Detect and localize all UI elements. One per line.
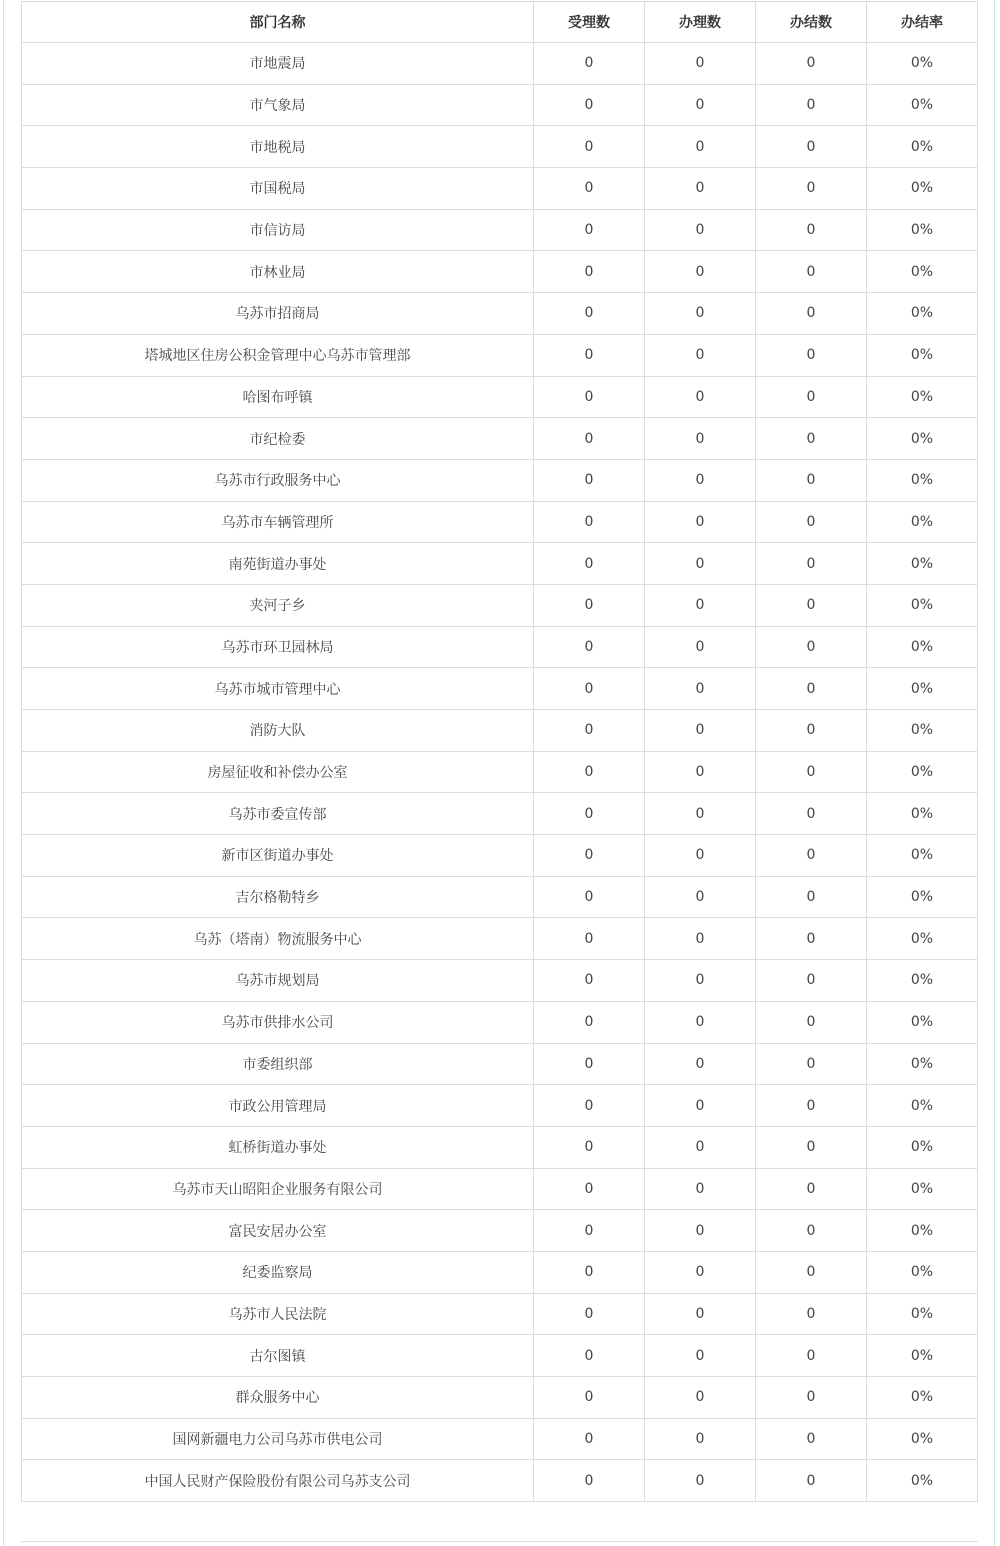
completed-count-cell: 0 — [756, 251, 867, 293]
completion-rate-cell: 0% — [867, 1085, 978, 1127]
completion-rate-cell: 0% — [867, 626, 978, 668]
table-row — [22, 1168, 978, 1210]
table-row — [22, 1043, 978, 1085]
completion-rate-cell: 0% — [867, 835, 978, 877]
processing-count-cell: 0 — [645, 1377, 756, 1419]
department-name-cell: 富民安居办公室 — [22, 1210, 534, 1252]
department-name-cell: 哈图布呼镇 — [22, 376, 534, 418]
department-name-cell: 塔城地区住房公积金管理中心乌苏市管理部 — [22, 334, 534, 376]
table-header-row — [22, 2, 978, 43]
department-stats-table — [21, 1, 978, 1502]
completed-count-cell: 0 — [756, 84, 867, 126]
completion-rate-cell: 0% — [867, 1460, 978, 1502]
table-row — [22, 668, 978, 710]
completion-rate-cell: 0% — [867, 43, 978, 85]
completed-count-cell: 0 — [756, 334, 867, 376]
accepted-count-cell: 0 — [534, 1377, 645, 1419]
completed-count-cell: 0 — [756, 876, 867, 918]
completed-count-cell: 0 — [756, 293, 867, 335]
completion-rate-cell: 0% — [867, 543, 978, 585]
department-name-cell: 消防大队 — [22, 710, 534, 752]
table-row — [22, 1210, 978, 1252]
accepted-count-cell: 0 — [534, 626, 645, 668]
department-name-cell: 市地税局 — [22, 126, 534, 168]
accepted-count-cell: 0 — [534, 209, 645, 251]
table-row — [22, 459, 978, 501]
department-name-cell: 吉尔格勒特乡 — [22, 876, 534, 918]
table-row — [22, 168, 978, 210]
department-name-cell: 市气象局 — [22, 84, 534, 126]
accepted-count-cell: 0 — [534, 1460, 645, 1502]
table-row — [22, 209, 978, 251]
completion-rate-cell: 0% — [867, 1377, 978, 1419]
completion-rate-cell: 0% — [867, 710, 978, 752]
completed-count-cell: 0 — [756, 1043, 867, 1085]
table-row — [22, 1418, 978, 1460]
completed-count-cell: 0 — [756, 543, 867, 585]
completion-rate-cell: 0% — [867, 584, 978, 626]
accepted-count-cell: 0 — [534, 543, 645, 585]
completion-rate-cell: 0% — [867, 918, 978, 960]
processing-count-cell: 0 — [645, 43, 756, 85]
table-row — [22, 334, 978, 376]
table-row — [22, 543, 978, 585]
processing-count-cell: 0 — [645, 1001, 756, 1043]
department-name-cell: 乌苏市行政服务中心 — [22, 459, 534, 501]
processing-count-cell: 0 — [645, 1168, 756, 1210]
completed-count-cell: 0 — [756, 1418, 867, 1460]
processing-count-cell: 0 — [645, 209, 756, 251]
completed-count-cell: 0 — [756, 960, 867, 1002]
department-name-cell: 古尔图镇 — [22, 1335, 534, 1377]
footer-divider — [21, 1541, 978, 1542]
completion-rate-cell: 0% — [867, 334, 978, 376]
accepted-count-cell: 0 — [534, 1418, 645, 1460]
department-name-cell: 虹桥街道办事处 — [22, 1126, 534, 1168]
processing-count-cell: 0 — [645, 251, 756, 293]
accepted-count-cell: 0 — [534, 459, 645, 501]
processing-count-cell: 0 — [645, 293, 756, 335]
accepted-count-cell: 0 — [534, 418, 645, 460]
table-row — [22, 1126, 978, 1168]
accepted-count-cell: 0 — [534, 126, 645, 168]
table-row — [22, 710, 978, 752]
completed-count-cell: 0 — [756, 1126, 867, 1168]
table-row — [22, 918, 978, 960]
table-row — [22, 1460, 978, 1502]
completed-count-cell: 0 — [756, 1251, 867, 1293]
table-row — [22, 501, 978, 543]
completion-rate-cell: 0% — [867, 168, 978, 210]
completed-count-cell: 0 — [756, 1210, 867, 1252]
completed-count-cell: 0 — [756, 209, 867, 251]
processing-count-cell: 0 — [645, 960, 756, 1002]
processing-count-cell: 0 — [645, 876, 756, 918]
table-row — [22, 1377, 978, 1419]
processing-count-cell: 0 — [645, 584, 756, 626]
department-name-cell: 市委组织部 — [22, 1043, 534, 1085]
processing-count-cell: 0 — [645, 918, 756, 960]
department-name-cell: 乌苏（塔南）物流服务中心 — [22, 918, 534, 960]
department-name-cell: 国网新疆电力公司乌苏市供电公司 — [22, 1418, 534, 1460]
table-row — [22, 751, 978, 793]
completion-rate-cell: 0% — [867, 126, 978, 168]
processing-count-cell: 0 — [645, 1126, 756, 1168]
completed-count-cell: 0 — [756, 126, 867, 168]
header-accepted-count: 受理数 — [534, 2, 645, 43]
department-name-cell: 群众服务中心 — [22, 1377, 534, 1419]
completed-count-cell: 0 — [756, 43, 867, 85]
department-name-cell: 新市区街道办事处 — [22, 835, 534, 877]
completion-rate-cell: 0% — [867, 876, 978, 918]
processing-count-cell: 0 — [645, 459, 756, 501]
completed-count-cell: 0 — [756, 1377, 867, 1419]
processing-count-cell: 0 — [645, 543, 756, 585]
processing-count-cell: 0 — [645, 835, 756, 877]
accepted-count-cell: 0 — [534, 1335, 645, 1377]
accepted-count-cell: 0 — [534, 668, 645, 710]
completion-rate-cell: 0% — [867, 1335, 978, 1377]
processing-count-cell: 0 — [645, 418, 756, 460]
completed-count-cell: 0 — [756, 710, 867, 752]
table-row — [22, 1001, 978, 1043]
accepted-count-cell: 0 — [534, 251, 645, 293]
processing-count-cell: 0 — [645, 1210, 756, 1252]
table-row — [22, 835, 978, 877]
completed-count-cell: 0 — [756, 1335, 867, 1377]
processing-count-cell: 0 — [645, 793, 756, 835]
table-row — [22, 584, 978, 626]
header-processing-count: 办理数 — [645, 2, 756, 43]
processing-count-cell: 0 — [645, 501, 756, 543]
completed-count-cell: 0 — [756, 1001, 867, 1043]
header-department-name: 部门名称 — [22, 2, 534, 43]
completed-count-cell: 0 — [756, 168, 867, 210]
department-name-cell: 市林业局 — [22, 251, 534, 293]
processing-count-cell: 0 — [645, 1251, 756, 1293]
processing-count-cell: 0 — [645, 1418, 756, 1460]
department-name-cell: 市纪检委 — [22, 418, 534, 460]
accepted-count-cell: 0 — [534, 376, 645, 418]
accepted-count-cell: 0 — [534, 876, 645, 918]
completion-rate-cell: 0% — [867, 251, 978, 293]
completion-rate-cell: 0% — [867, 668, 978, 710]
accepted-count-cell: 0 — [534, 1168, 645, 1210]
table-row — [22, 793, 978, 835]
completion-rate-cell: 0% — [867, 209, 978, 251]
department-name-cell: 南苑街道办事处 — [22, 543, 534, 585]
accepted-count-cell: 0 — [534, 168, 645, 210]
completed-count-cell: 0 — [756, 835, 867, 877]
processing-count-cell: 0 — [645, 1335, 756, 1377]
table-row — [22, 418, 978, 460]
completed-count-cell: 0 — [756, 501, 867, 543]
processing-count-cell: 0 — [645, 626, 756, 668]
processing-count-cell: 0 — [645, 376, 756, 418]
table-row — [22, 293, 978, 335]
processing-count-cell: 0 — [645, 126, 756, 168]
accepted-count-cell: 0 — [534, 43, 645, 85]
accepted-count-cell: 0 — [534, 918, 645, 960]
accepted-count-cell: 0 — [534, 960, 645, 1002]
table-row — [22, 43, 978, 85]
department-name-cell: 乌苏市委宣传部 — [22, 793, 534, 835]
processing-count-cell: 0 — [645, 1043, 756, 1085]
processing-count-cell: 0 — [645, 1085, 756, 1127]
accepted-count-cell: 0 — [534, 1210, 645, 1252]
department-name-cell: 乌苏市供排水公司 — [22, 1001, 534, 1043]
completed-count-cell: 0 — [756, 626, 867, 668]
department-name-cell: 乌苏市城市管理中心 — [22, 668, 534, 710]
accepted-count-cell: 0 — [534, 293, 645, 335]
accepted-count-cell: 0 — [534, 501, 645, 543]
department-name-cell: 市国税局 — [22, 168, 534, 210]
completion-rate-cell: 0% — [867, 1043, 978, 1085]
accepted-count-cell: 0 — [534, 793, 645, 835]
department-name-cell: 夹河子乡 — [22, 584, 534, 626]
completion-rate-cell: 0% — [867, 1001, 978, 1043]
department-name-cell: 市地震局 — [22, 43, 534, 85]
table-body — [22, 43, 978, 1502]
header-completion-rate: 办结率 — [867, 2, 978, 43]
processing-count-cell: 0 — [645, 751, 756, 793]
table-row — [22, 1085, 978, 1127]
completion-rate-cell: 0% — [867, 501, 978, 543]
completion-rate-cell: 0% — [867, 84, 978, 126]
accepted-count-cell: 0 — [534, 1126, 645, 1168]
table-row — [22, 876, 978, 918]
completion-rate-cell: 0% — [867, 1293, 978, 1335]
department-name-cell: 纪委监察局 — [22, 1251, 534, 1293]
table-row — [22, 626, 978, 668]
processing-count-cell: 0 — [645, 1460, 756, 1502]
header-completed-count: 办结数 — [756, 2, 867, 43]
completion-rate-cell: 0% — [867, 293, 978, 335]
processing-count-cell: 0 — [645, 84, 756, 126]
completion-rate-cell: 0% — [867, 418, 978, 460]
completion-rate-cell: 0% — [867, 751, 978, 793]
department-name-cell: 乌苏市天山昭阳企业服务有限公司 — [22, 1168, 534, 1210]
department-name-cell: 乌苏市规划局 — [22, 960, 534, 1002]
completed-count-cell: 0 — [756, 793, 867, 835]
completion-rate-cell: 0% — [867, 459, 978, 501]
accepted-count-cell: 0 — [534, 1085, 645, 1127]
completed-count-cell: 0 — [756, 918, 867, 960]
accepted-count-cell: 0 — [534, 1293, 645, 1335]
processing-count-cell: 0 — [645, 710, 756, 752]
completion-rate-cell: 0% — [867, 376, 978, 418]
department-name-cell: 乌苏市环卫园林局 — [22, 626, 534, 668]
completed-count-cell: 0 — [756, 668, 867, 710]
completion-rate-cell: 0% — [867, 1126, 978, 1168]
completion-rate-cell: 0% — [867, 1168, 978, 1210]
completed-count-cell: 0 — [756, 1085, 867, 1127]
table-row — [22, 251, 978, 293]
processing-count-cell: 0 — [645, 668, 756, 710]
department-name-cell: 市政公用管理局 — [22, 1085, 534, 1127]
department-name-cell: 中国人民财产保险股份有限公司乌苏支公司 — [22, 1460, 534, 1502]
department-name-cell: 乌苏市车辆管理所 — [22, 501, 534, 543]
accepted-count-cell: 0 — [534, 751, 645, 793]
completed-count-cell: 0 — [756, 459, 867, 501]
department-name-cell: 房屋征收和补偿办公室 — [22, 751, 534, 793]
completion-rate-cell: 0% — [867, 960, 978, 1002]
table-row — [22, 1293, 978, 1335]
completion-rate-cell: 0% — [867, 1210, 978, 1252]
table-row — [22, 960, 978, 1002]
department-name-cell: 乌苏市人民法院 — [22, 1293, 534, 1335]
completed-count-cell: 0 — [756, 418, 867, 460]
table-row — [22, 84, 978, 126]
completed-count-cell: 0 — [756, 376, 867, 418]
completion-rate-cell: 0% — [867, 1251, 978, 1293]
department-name-cell: 市信访局 — [22, 209, 534, 251]
processing-count-cell: 0 — [645, 334, 756, 376]
table-row — [22, 1335, 978, 1377]
table-row — [22, 376, 978, 418]
completed-count-cell: 0 — [756, 584, 867, 626]
accepted-count-cell: 0 — [534, 1001, 645, 1043]
department-name-cell: 乌苏市招商局 — [22, 293, 534, 335]
processing-count-cell: 0 — [645, 1293, 756, 1335]
accepted-count-cell: 0 — [534, 584, 645, 626]
completed-count-cell: 0 — [756, 1293, 867, 1335]
accepted-count-cell: 0 — [534, 710, 645, 752]
table-row — [22, 126, 978, 168]
completed-count-cell: 0 — [756, 1460, 867, 1502]
completion-rate-cell: 0% — [867, 1418, 978, 1460]
accepted-count-cell: 0 — [534, 835, 645, 877]
accepted-count-cell: 0 — [534, 1043, 645, 1085]
accepted-count-cell: 0 — [534, 1251, 645, 1293]
completed-count-cell: 0 — [756, 1168, 867, 1210]
table-row — [22, 1251, 978, 1293]
processing-count-cell: 0 — [645, 168, 756, 210]
completion-rate-cell: 0% — [867, 793, 978, 835]
accepted-count-cell: 0 — [534, 334, 645, 376]
completed-count-cell: 0 — [756, 751, 867, 793]
accepted-count-cell: 0 — [534, 84, 645, 126]
